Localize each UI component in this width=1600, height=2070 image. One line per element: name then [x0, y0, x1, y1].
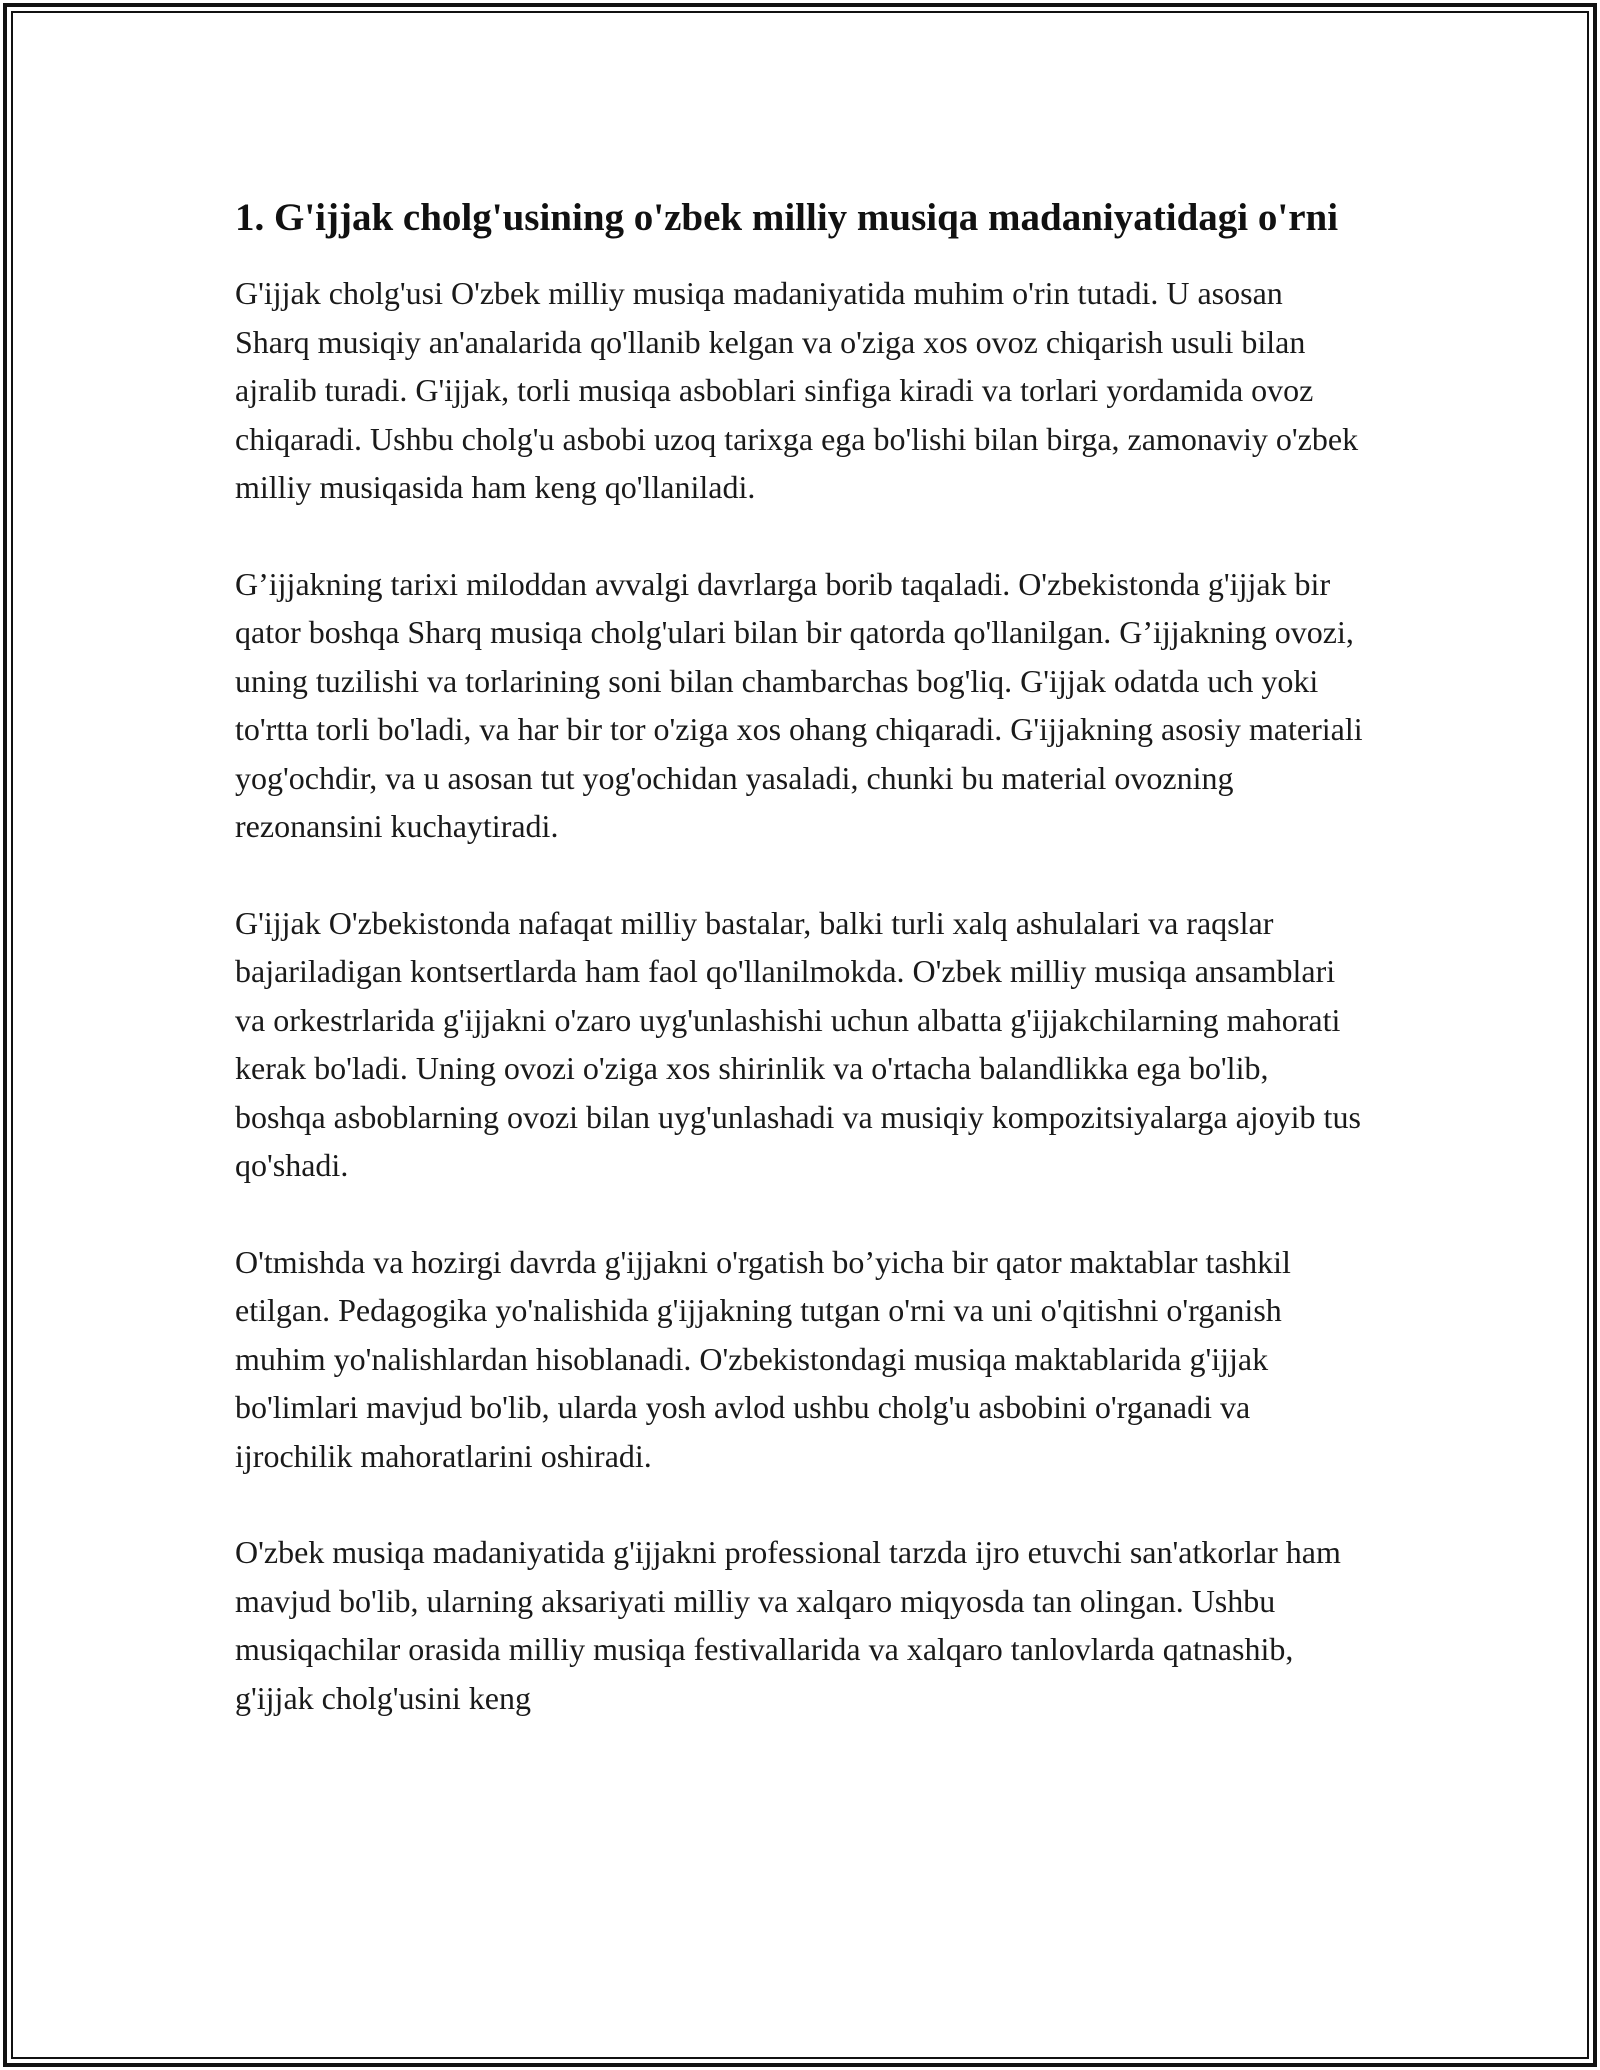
paragraph-3: G'ijjak O'zbekistonda nafaqat milliy bastalar, balki turli xalq ashulalari va raqslar bajariladigan kontsertlarda ham faol qo'llanilmokda. O'zbek milliy musiqa ansamblari va orkestrlarida g'ijjakni o'zaro uyg'unlashishi uchun albatta g'ijjakchilarning mahorati kerak bo'ladi. Uning ovozi o'ziga xos shirinlik va o'rtacha balandlikka ega bo'lib, boshqa asboblarning ovozi bilan uyg'unlashadi va musiqiy kompozitsiyalarga ajoyib tus qo'shadi. [235, 904, 1361, 1183]
section-heading: 1. G'ijjak cholg'usining o'zbek milliy musiqa madaniyatidagi o'rni [235, 196, 1339, 239]
paragraph-4: O'tmishda va hozirgi davrda g'ijjakni o'rgatish bo’yicha bir qator maktablar tashkil etilgan. Pedagogika yo'nalishida g'ijjakning tutgan o'rni va uni o'qitishni o'rganish muhim yo'nalishlardan hisoblanadi. O'zbekistondagi musiqa maktablarida g'ijjak bo'limlari mavjud bo'lib, ularda yosh avlod ushbu cholg'u asbobini o'rganadi va ijrochilik mahoratlarini oshiradi. [235, 1243, 1291, 1474]
paragraph-5: O'zbek musiqa madaniyatida g'ijjakni professional tarzda ijro etuvchi san'atkorlar ham mavjud bo'lib, ularning aksariyati milliy va xalqaro miqyosda tan olingan. Ushbu musiqachilar orasida milliy musiqa festivallarida va xalqaro tanlovlarda qatnashib, g'ijjak cholg'usini keng [235, 1534, 1341, 1716]
paragraph-2: G’ijjakning tarixi miloddan avvalgi davrlarga borib taqaladi. O'zbekistonda g'ijjak bir qator boshqa Sharq musiqa cholg'ulari bilan bir qatorda qo'llanilgan. G’ijjakning ovozi, uning tuzilishi va torlarining soni bilan chambarchas bog'liq. G'ijjak odatda uch yoki to'rtta torli bo'ladi, va har bir tor o'ziga xos ohang chiqaradi. G'ijjakning asosiy materiali yog'ochdir, va u asosan tut yog'ochidan yasaladi, chunki bu material ovozning rezonansini kuchaytiradi. [235, 565, 1363, 844]
paragraph-1: G'ijjak cholg'usi O'zbek milliy musiqa madaniyatida muhim o'rin tutadi. U asosan Sharq musiqiy an'analarida qo'llanib kelgan va o'ziga xos ovoz chiqarish usuli bilan ajralib turadi. G'ijjak, torli musiqa asboblari sinfiga kiradi va torlari yordamida ovoz chiqaradi. Ushbu cholg'u asbobi uzoq tarixga ega bo'lishi bilan birga, zamonaviy o'zbek milliy musiqasida ham keng qo'llaniladi. [235, 275, 1359, 505]
document-body [235, 190, 1365, 1770]
